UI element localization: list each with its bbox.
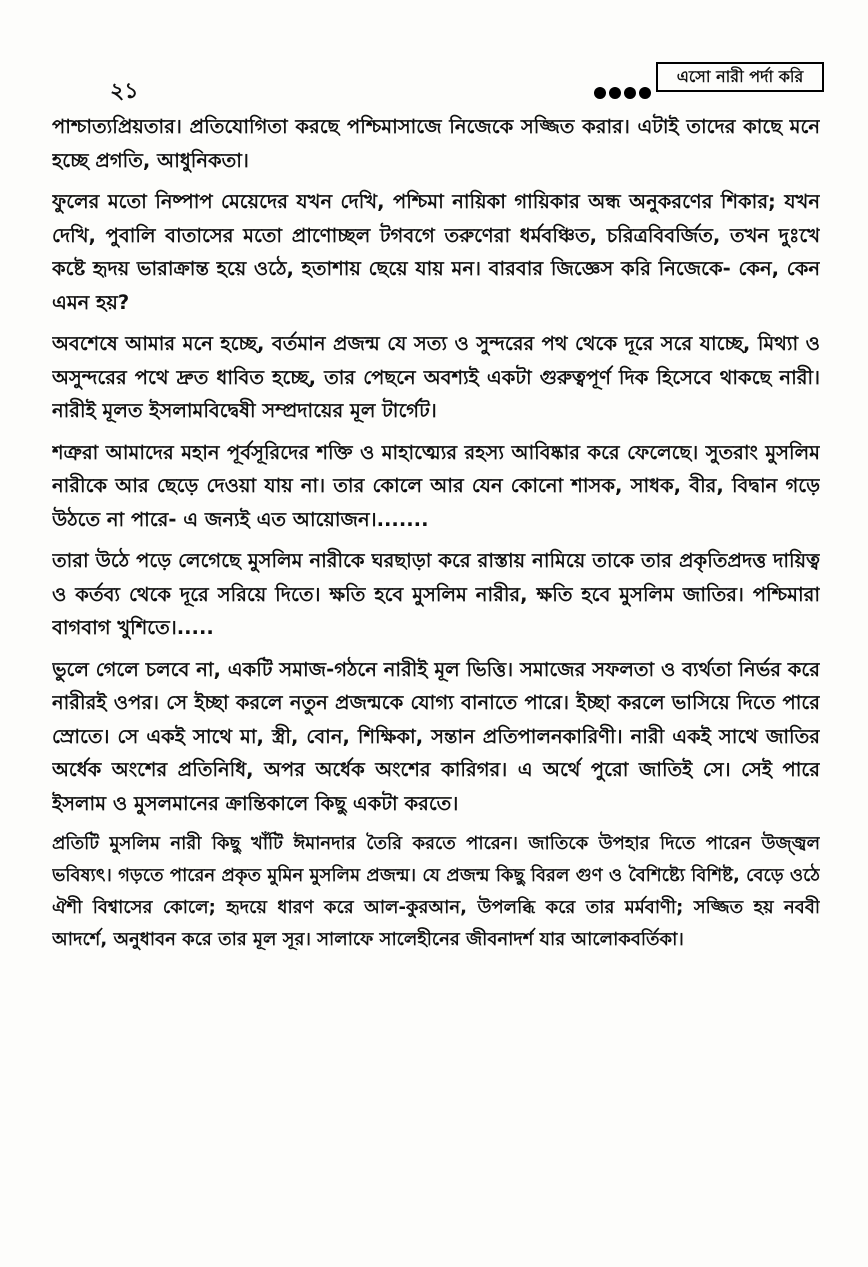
page-number: ২১ [110,79,139,104]
running-title: এসো নারী পর্দা করি [656,62,824,92]
paragraph: ভুলে গেলে চলবে না, একটি সমাজ-গঠনে নারীই মূল ভিত্তি। সমাজের সফলতা ও ব্যর্থতা নির্ভর করে নারীরই ওপর। সে ইচ্ছা করলে নতুন প্রজন্মকে যোগ্য বানাতে পারে। ইচ্ছা করলে ভাসিয়ে দিতে পারে স্রোতে। সে একই সাথে মা, স্ত্রী, বোন, শিক্ষিকা, সন্তান প্রতিপালনকারিণী। নারী একই সাথে জাতির অর্ধেক অংশের প্রতিনিধি, অপর অর্ধেক অংশের কারিগর। এ অর্থে পুরো জাতিই সে। সেই পারে ইসলাম ও মুসলমানের ক্রান্তিকালে কিছু একটা করতে। [52,657,820,815]
paragraph: প্রতিটি মুসলিম নারী কিছু খাঁটি ঈমানদার তৈরি করতে পারেন। জাতিকে উপহার দিতে পারেন উজ্জ্বল ভবিষ্যৎ। গড়তে পারেন প্রকৃত মুমিন মুসলিম প্রজন্ম। যে প্রজন্ম কিছু বিরল গুণ ও বৈশিষ্ট্যে বিশিষ্ট, বেড়ে ওঠে ঐশী বিশ্বাসের কোলে; হৃদয়ে ধারণ করে আল-কুরআন, উপলব্ধি করে তার মর্মবাণী; সজ্জিত হয় নববী আদর্শে, অনুধাবন করে তার মূল সূর। সালাফে সালেহীনের জীবনাদর্শ যার আলোকবর্তিকা। [52,833,820,950]
dot-icon [594,87,606,99]
body-text [52,110,820,1265]
dot-icon [624,87,636,99]
paragraph: শত্রুরা আমাদের মহান পূর্বসূরিদের শক্তি ও মাহাত্ম্যের রহস্য আবিষ্কার করে ফেলেছে। সুতরাং মুসলিম নারীকে আর ছেড়ে দেওয়া যায় না। তার কোলে আর যেন কোনো শাসক, সাধক, বীর, বিদ্বান গড়ে উঠতে না পারে- এ জন্যই এত আয়োজন।....... [52,440,820,531]
paragraph: তারা উঠে পড়ে লেগেছে মুসলিম নারীকে ঘরছাড়া করে রাস্তায় নামিয়ে তাকে তার প্রকৃতিপ্রদত্ত দায়িত্ব ও কর্তব্য থেকে দূরে সরিয়ে দিতে। ক্ষতি হবে মুসলিম নারীর, ক্ষতি হবে মুসলিম জাতির। পশ্চিমারা বাগবাগ খুশিতে।..... [52,549,820,639]
paragraph: পাশ্চাত্যপ্রিয়তার। প্রতিযোগিতা করছে পশ্চিমাসাজে নিজেকে সজ্জিত করার। এটাই তাদের কাছে মনে হচ্ছে প্রগতি, আধুনিকতা। [52,115,820,172]
paragraph: ফুলের মতো নিষ্পাপ মেয়েদের যখন দেখি, পশ্চিমা নায়িকা গায়িকার অন্ধ অনুকরণের শিকার; যখন দেখি, পুবালি বাতাসের মতো প্রাণোচ্ছল টগবগে তরুণেরা ধর্মবঞ্চিত, চরিত্রবিবর্জিত, তখন দুঃখে কষ্টে হৃদয় ভারাক্রান্ত হয়ে ওঠে, হতাশায় ছেয়ে যায় মন। বারবার জিজ্ঞেস করি নিজেকে- কেন, কেন এমন হয়? [52,190,820,314]
decorative-dots [594,87,651,99]
dot-icon [609,87,621,99]
page-header [0,62,868,102]
dot-icon [639,87,651,99]
paragraph: অবশেষে আমার মনে হচ্ছে, বর্তমান প্রজন্ম যে সত্য ও সুন্দরের পথ থেকে দূরে সরে যাচ্ছে, মিথ্যা ও অসুন্দরের পথে দ্রুত ধাবিত হচ্ছে, তার পেছনে অবশ্যই একটা গুরুত্বপূর্ণ দিক হিসেবে থাকছে নারী। নারীই মূলত ইসলামবিদ্বেষী সম্প্রদায়ের মূল টার্গেট। [52,332,820,422]
